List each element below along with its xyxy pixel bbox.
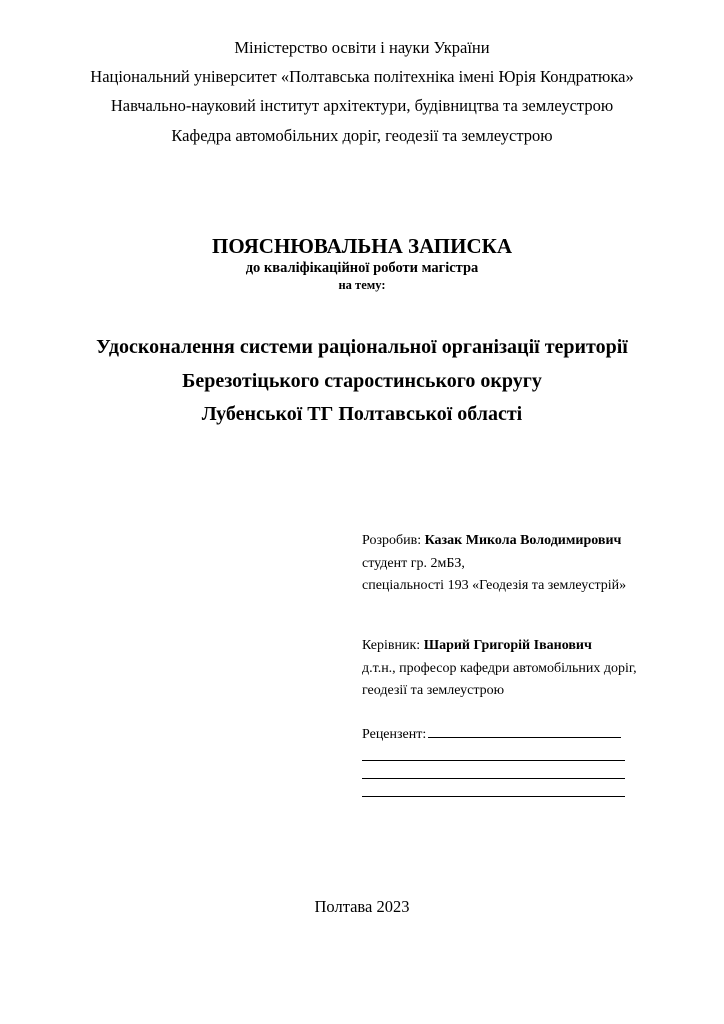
author-name: Казак Микола Володимирович	[424, 533, 622, 548]
reviewer-label: Рецензент:	[362, 727, 427, 742]
topic-line-3: Лубенської ТГ Полтавської області	[201, 403, 523, 425]
supervisor-name: Шарий Григорій Іванович	[423, 638, 592, 653]
reviewer-line	[362, 724, 625, 744]
university-name: Національний університет «Полтавська політехніка імені Юрія Кондратюка»	[90, 67, 634, 86]
author-specialty: спеціальності 193 «Геодезія та землеустрій»	[362, 578, 627, 593]
topic-line-1: Удосконалення системи раціональної організації території	[96, 336, 628, 358]
author-block	[362, 530, 626, 598]
author-label: Розробив:	[362, 533, 425, 548]
supervisor-label: Керівник:	[362, 638, 424, 653]
reviewer-signature-line	[428, 725, 621, 738]
supervisor-position-line-1: д.т.н., професор кафедри автомобільних доріг,	[362, 660, 637, 676]
reviewer-blank-line-3	[362, 779, 625, 797]
supervisor-position-line-2: геодезії та землеустрою	[362, 683, 505, 698]
reviewer-block	[362, 724, 625, 797]
institute-name: Навчально-науковий інститут архітектури, будівництва та землеустрою	[110, 96, 614, 115]
reviewer-blank-line-1	[362, 750, 625, 761]
document-subtitle: до кваліфікаційної роботи магістра	[245, 260, 479, 276]
supervisor-line	[362, 635, 637, 658]
reviewer-blank-line-2	[362, 761, 625, 779]
topic-line-2: Березотіцького старостинського округу	[182, 370, 542, 392]
supervisor-block	[362, 635, 637, 703]
document-type-title: ПОЯСНЮВАЛЬНА ЗАПИСКА	[211, 234, 513, 258]
author-group: студент гр. 2мБЗ,	[362, 555, 465, 571]
ministry-name: Міністерство освіти і науки України	[234, 38, 490, 57]
topic-label: на тему:	[338, 278, 386, 292]
department-name: Кафедра автомобільних доріг, геодезії та землеустрою	[171, 126, 553, 145]
city-year: Полтава 2023	[314, 897, 410, 916]
author-line	[362, 530, 626, 553]
